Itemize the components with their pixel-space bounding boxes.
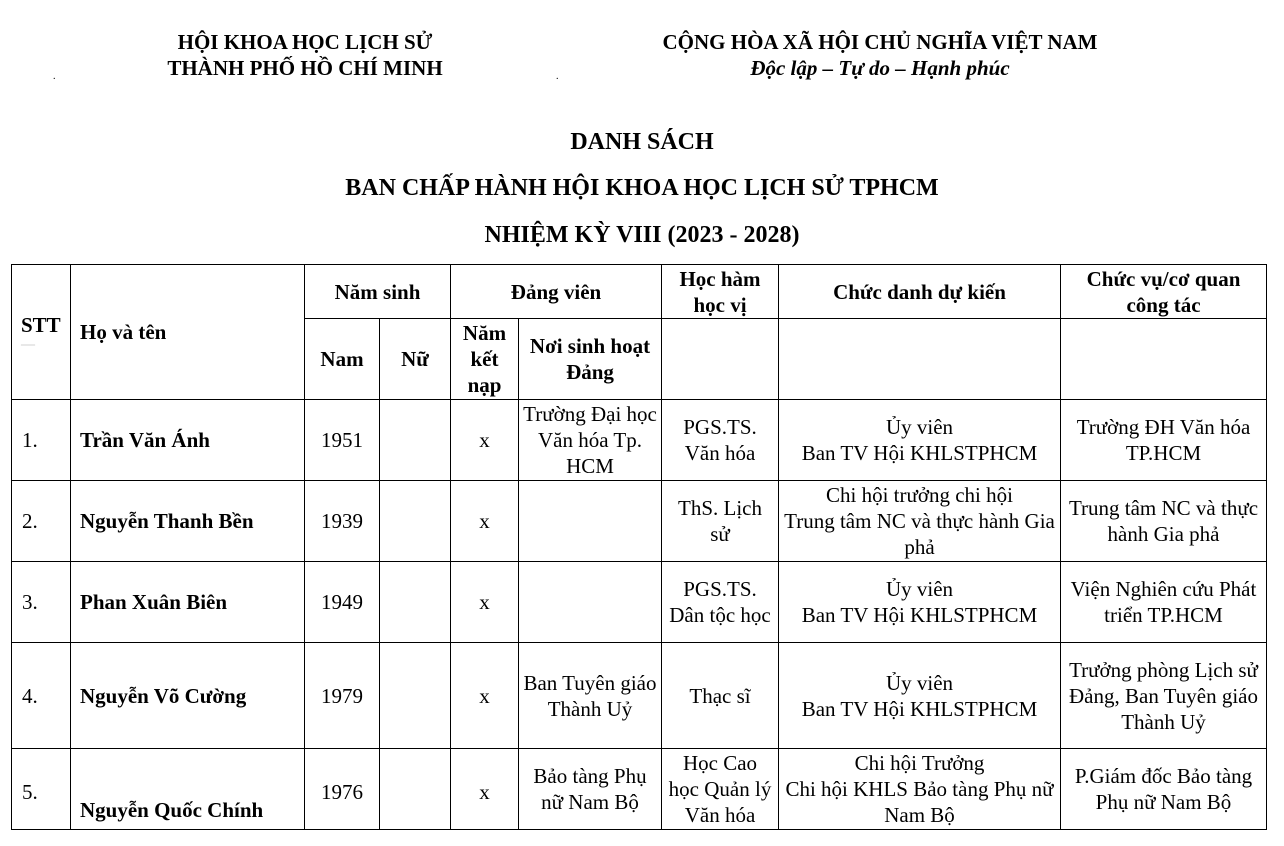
workplace: Trung tâm NC và thực hành Gia phả: [1061, 481, 1267, 562]
header-join-year: Năm kết nạp: [451, 319, 519, 400]
degree: PGS.TS. Dân tộc học: [662, 562, 779, 643]
table-row: [12, 400, 1267, 481]
birth-year-female: [380, 562, 451, 643]
role: [779, 643, 1061, 749]
row-stt: 3.: [12, 562, 71, 643]
row-stt: 4.: [12, 643, 71, 749]
national-header: [570, 29, 1190, 81]
country-name: CỘNG HÒA XÃ HỘI CHỦ NGHĨA VIỆT NAM: [662, 30, 1098, 54]
role: [779, 481, 1061, 562]
birth-year-female: [380, 749, 451, 830]
header-workplace-blank: [1061, 319, 1267, 400]
header-name: Họ và tên: [71, 265, 305, 400]
role-line1: Chi hội trưởng chi hội: [826, 483, 1013, 507]
header-degree: Học hàm học vị: [662, 265, 779, 319]
join-year-mark: x: [451, 400, 519, 481]
member-name: Nguyễn Thanh Bền: [71, 481, 305, 562]
birth-year-male: 1939: [305, 481, 380, 562]
party-place: Trường Đại học Văn hóa Tp. HCM: [519, 400, 662, 481]
role-line2: Ban TV Hội KHLSTPHCM: [801, 696, 1038, 721]
member-name: Trần Văn Ánh: [71, 400, 305, 481]
organization-name-line2: THÀNH PHỐ HỒ CHÍ MINH: [167, 56, 443, 80]
birth-year-male: 1951: [305, 400, 380, 481]
row-stt: 1.: [12, 400, 71, 481]
scan-speck: .: [556, 71, 559, 82]
document-title: DANH SÁCH: [570, 129, 714, 155]
join-year-mark: x: [451, 481, 519, 562]
role-line2: Ban TV Hội KHLSTPHCM: [801, 441, 1038, 465]
table-row: [12, 481, 1267, 562]
header-male: Nam: [305, 319, 380, 400]
table-row: [12, 562, 1267, 643]
join-year-mark: x: [451, 562, 519, 643]
role: [779, 749, 1061, 830]
party-place: Ban Tuyên giáo Thành Uỷ: [519, 643, 662, 749]
scan-speck: .: [53, 71, 56, 82]
workplace: Trường ĐH Văn hóa TP.HCM: [1061, 400, 1267, 481]
birth-year-female: [380, 400, 451, 481]
role-line1: Chi hội Trưởng: [854, 751, 985, 775]
header-degree-blank: [662, 319, 779, 400]
degree: Thạc sĩ: [662, 643, 779, 749]
party-place: [519, 562, 662, 643]
row-stt: 2.: [12, 481, 71, 562]
member-name: Nguyễn Quốc Chính: [71, 749, 305, 830]
party-place: Bảo tàng Phụ nữ Nam Bộ: [519, 749, 662, 830]
header-party-place: Nơi sinh hoạt Đảng: [519, 319, 662, 400]
join-year-mark: x: [451, 749, 519, 830]
member-name: Nguyễn Võ Cường: [71, 643, 305, 749]
table-row: [12, 749, 1267, 830]
header-party-member: Đảng viên: [451, 265, 662, 319]
header-stt: STT —: [12, 265, 71, 400]
document-subtitle: BAN CHẤP HÀNH HỘI KHOA HỌC LỊCH SỬ TPHCM: [345, 175, 939, 201]
role-line2: Ban TV Hội KHLSTPHCM: [801, 603, 1038, 627]
header-birth-year: Năm sinh: [305, 265, 451, 319]
role: [779, 400, 1061, 481]
header-role-blank: [779, 319, 1061, 400]
birth-year-male: 1949: [305, 562, 380, 643]
role-line1: Ủy viên: [885, 415, 954, 439]
document-term: NHIỆM KỲ VIII (2023 - 2028): [484, 222, 800, 248]
join-year-mark: x: [451, 643, 519, 749]
role-line2: Chi hội KHLS Bảo tàng Phụ nữ Nam Bộ: [785, 777, 1054, 827]
degree: PGS.TS. Văn hóa: [662, 400, 779, 481]
party-place: [519, 481, 662, 562]
role-line2: Trung tâm NC và thực hành Gia phả: [784, 509, 1055, 559]
role-line1: Ủy viên: [885, 577, 954, 601]
header-role: Chức danh dự kiến: [779, 265, 1061, 319]
birth-year-female: [380, 643, 451, 749]
degree: Học Cao học Quản lý Văn hóa: [662, 749, 779, 830]
birth-year-male: 1976: [305, 749, 380, 830]
role: [779, 562, 1061, 643]
birth-year-male: 1979: [305, 643, 380, 749]
header-female: Nữ: [380, 319, 451, 400]
workplace: Viện Nghiên cứu Phát triển TP.HCM: [1061, 562, 1267, 643]
table-row: [12, 643, 1267, 749]
workplace: Trưởng phòng Lịch sử Đảng, Ban Tuyên giáo Thành Uỷ: [1061, 643, 1267, 749]
workplace: P.Giám đốc Bảo tàng Phụ nữ Nam Bộ: [1061, 749, 1267, 830]
organization-name-line1: HỘI KHOA HỌC LỊCH SỬ: [177, 30, 433, 54]
degree: ThS. Lịch sử: [662, 481, 779, 562]
row-stt: 5.: [12, 749, 71, 830]
header-workplace: Chức vụ/cơ quan công tác: [1061, 265, 1267, 319]
table-header-row: [12, 265, 1267, 319]
role-line1: Ủy viên: [885, 670, 954, 695]
member-table: [11, 264, 1267, 830]
birth-year-female: [380, 481, 451, 562]
member-name: Phan Xuân Biên: [71, 562, 305, 643]
national-motto: Độc lập – Tự do – Hạnh phúc: [750, 56, 1010, 80]
organization-header: [60, 29, 550, 81]
